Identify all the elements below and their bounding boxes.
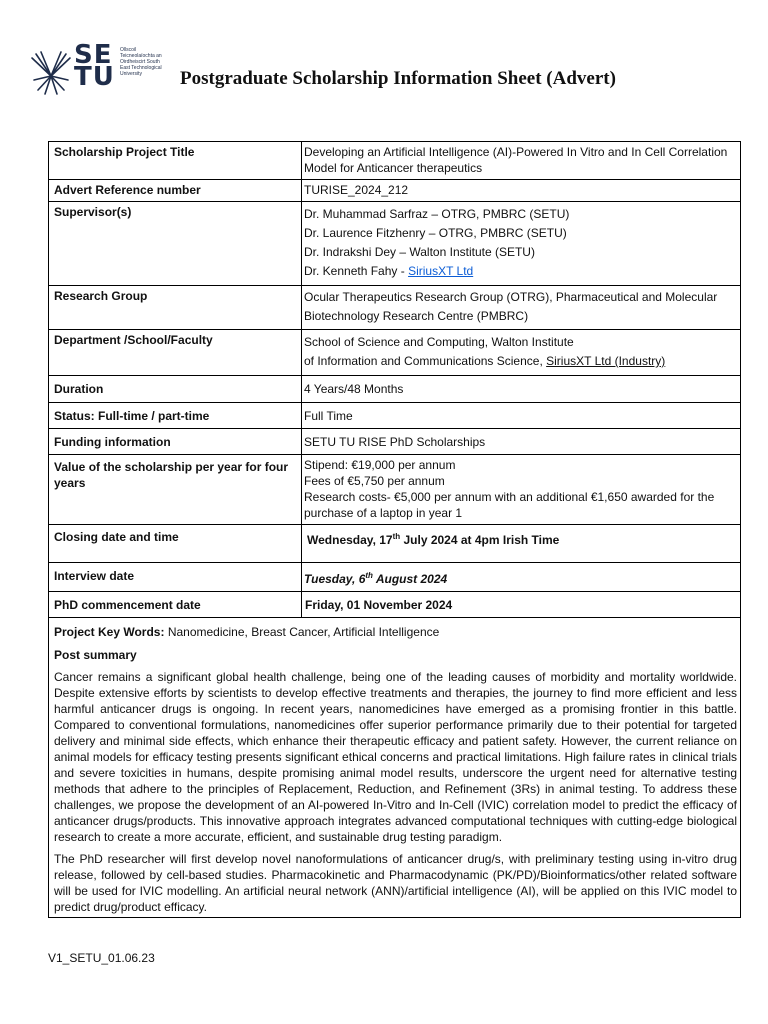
commencement-date-value: Friday, 01 November 2024: [302, 592, 741, 618]
logo-wordmark: SE TU: [74, 40, 115, 92]
supervisor-item: Dr. Kenneth Fahy - SiriusXT Ltd: [304, 264, 474, 278]
version-footer: V1_SETU_01.06.23: [48, 951, 155, 965]
table-row: [49, 202, 741, 286]
supervisor-item: Dr. Indrakshi Dey – Walton Institute (SETU): [304, 245, 535, 259]
siriusxt-industry-text: SiriusXT Ltd (Industry): [546, 354, 666, 368]
table-row: [49, 525, 741, 563]
table-row: [49, 618, 741, 918]
interview-date-value: Tuesday, 6th August 2024: [302, 563, 741, 592]
setu-logo: [30, 40, 162, 100]
reference-value: TURISE_2024_212: [302, 180, 741, 202]
table-row: [49, 330, 741, 376]
row-label: Funding information: [49, 429, 302, 455]
summary-paragraph: Cancer remains a significant global health challenge, being one of the leading causes of morbidity and mortality worldwide. Despite extensive efforts by scientists to develop effective treatments and therapies, the journey to find more efficient and less harmful anticancer drugs is ongoing. In recent years, nanomedicines have emerged as a promising frontier in this battle. Compared to conventional formulations, nanomedicines offer superior performance primarily due to their potential for targeted delivery and minimal side effects, which enhance their therapeutic efficacy and patient safety. However, the current reliance on animal models for efficacy testing presents significant ethical concerns and practical limitations. High failure rates in clinical trials and severe toxicities in humans, despite promising animal model results, underscore the urgent need for alternative testing methods that adhere to the principles of Replacement, Reduction, and Refinement (3Rs) in animal testing. To address these challenges, we propose the development of an AI-powered In-Vitro and In-Cell (IVIC) correlation model to predict the efficacy of anticancer drugs/products. This innovative approach integrates advanced computational techniques with cutting-edge biological research to create a more accurate, efficient, and sustainable drug testing paradigm.: [54, 670, 737, 844]
scholarship-value: Stipend: €19,000 per annum Fees of €5,750 per annum Research costs- €5,000 per annum with an additional €1,650 awarded for the purchase of a laptop in year 1: [302, 455, 741, 525]
post-summary-cell: [49, 618, 741, 918]
closing-date-value: Wednesday, 17th July 2024 at 4pm Irish Time: [302, 525, 741, 563]
row-label: Scholarship Project Title: [49, 142, 302, 180]
table-row: [49, 563, 741, 592]
summary-paragraph: The PhD researcher will first develop novel nanoformulations of anticancer drug/s, with preliminary testing using in-vitro drug release, followed by cell-based studies. Pharmacokinetic and Pharmacodynamic (PK/PD)/Bioinformatics/other related software will be used for IVIC modelling. An artificial neural network (ANN)/artificial intelligence (AI), will be applied on this IVIC model to predict drug/product efficacy.: [54, 852, 737, 914]
siriusxt-link[interactable]: SiriusXT Ltd: [408, 264, 474, 278]
page-title: Postgraduate Scholarship Information Sheet (Advert): [180, 68, 616, 89]
logo-subtitle: Ollscoil Teicneolaíochta an Oirdheiscirt South East Technological University: [120, 47, 162, 77]
row-label: Interview date: [49, 563, 302, 592]
table-row: [49, 180, 741, 202]
supervisor-item: Dr. Muhammad Sarfraz – OTRG, PMBRC (SETU): [304, 207, 570, 221]
table-row: [49, 376, 741, 403]
key-words: Project Key Words: Nanomedicine, Breast Cancer, Artificial Intelligence: [54, 625, 440, 639]
funding-value: SETU TU RISE PhD Scholarships: [302, 429, 741, 455]
row-label: Research Group: [49, 286, 302, 330]
row-label: Advert Reference number: [49, 180, 302, 202]
row-label: Supervisor(s): [49, 202, 302, 286]
department-value: School of Science and Computing, Walton Institute of Information and Communications Science, SiriusXT Ltd (Industry): [302, 330, 741, 376]
row-label: PhD commencement date: [49, 592, 302, 618]
project-title-value: Developing an Artificial Intelligence (AI)-Powered In Vitro and In Cell Correlation Model for Anticancer therapeutics: [302, 142, 741, 180]
row-label: Duration: [49, 376, 302, 403]
supervisor-item: Dr. Laurence Fitzhenry – OTRG, PMBRC (SETU): [304, 226, 567, 240]
row-label: Status: Full-time / part-time: [49, 403, 302, 429]
table-row: [49, 286, 741, 330]
table-row: [49, 592, 741, 618]
row-label: Value of the scholarship per year for four years: [49, 455, 302, 525]
table-row: [49, 403, 741, 429]
supervisors-list: [302, 202, 741, 286]
row-label: Closing date and time: [49, 525, 302, 563]
table-row: [49, 429, 741, 455]
table-row: [49, 455, 741, 525]
wave-fan-icon: [30, 50, 72, 96]
row-label: Department /School/Faculty: [49, 330, 302, 376]
table-row: [49, 142, 741, 180]
post-summary-heading: Post summary: [54, 648, 137, 662]
scholarship-info-table: [48, 141, 741, 918]
research-group-value: Ocular Therapeutics Research Group (OTRG), Pharmaceutical and Molecular Biotechnology Research Centre (PMBRC): [302, 286, 741, 330]
duration-value: 4 Years/48 Months: [302, 376, 741, 403]
status-value: Full Time: [302, 403, 741, 429]
